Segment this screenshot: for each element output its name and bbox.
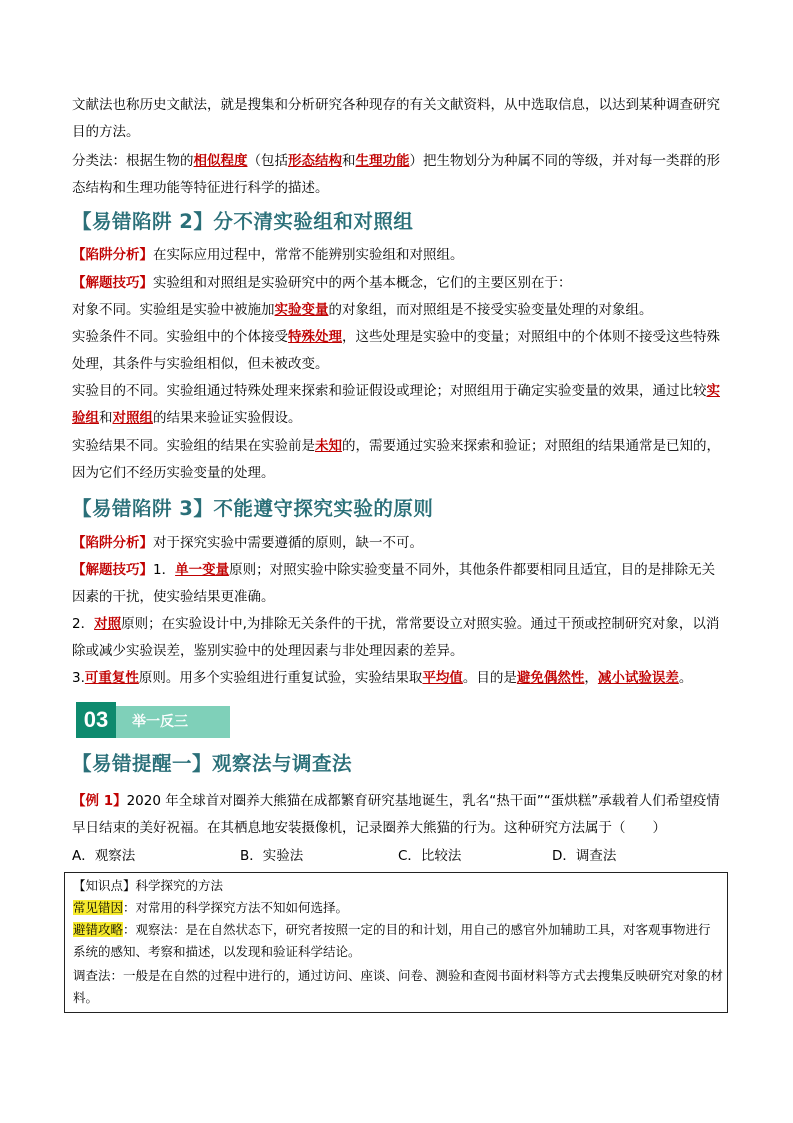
text: ，这些处理是实验中的变量；对照组中的个体则不接受这些特殊处理，其条件与实验组相似，但未被改变。 xyxy=(72,329,720,372)
text: 实验组和对照组是实验研究中的两个基本概念，它们的主要区别在于： xyxy=(153,275,572,291)
trap2-result-difference xyxy=(72,433,722,487)
common-mistake xyxy=(73,897,723,919)
text: 2020 年全球首对圈养大熊猫在成都繁育研究基地诞生，乳名“热干面”“蛋烘糕”承载着人们希望疫情早日结束的美好祝福。在其栖息地安装摄像机，记录圈养大熊猫的行为。这种研究方法属于（ ） xyxy=(72,793,720,836)
text: 实验目的不同。实验组通过特殊处理来探索和验证假设或理论；对照组用于确定实验变量的效果，通过比较 xyxy=(72,383,707,399)
text: 的结果来验证实验假设。 xyxy=(153,410,302,426)
key-term: 生理功能 xyxy=(355,153,410,169)
example-tag: 【例 1】 xyxy=(72,793,127,809)
text: 和 xyxy=(342,153,356,169)
text: 对于探究实验中需要遵循的原则，缺一不可。 xyxy=(153,535,423,551)
text: 2． xyxy=(72,616,95,632)
key-term: 形态结构 xyxy=(288,153,342,169)
trap3-analysis xyxy=(72,530,722,557)
option-b[interactable]: B．实验法 xyxy=(240,848,304,864)
text: 实验条件不同。实验组中的个体接受 xyxy=(72,329,288,345)
option-c[interactable]: C．比较法 xyxy=(398,848,462,864)
avoid-strategy xyxy=(73,919,723,963)
analysis-tag: 【陷阱分析】 xyxy=(72,247,153,263)
text: ：对常用的科学探究方法不知如何选择。 xyxy=(123,900,349,915)
trap3-tip-3 xyxy=(72,665,722,692)
section-title: 举一反三 xyxy=(132,714,188,730)
survey-method: 调查法：一般是在自然的过程中进行的，通过访问、座谈、问卷、测验和查阅书面材料等方式去搜集反映研究对象的材料。 xyxy=(73,968,724,1005)
trap2-object-difference xyxy=(72,297,722,324)
text: 1． xyxy=(153,562,176,578)
text: ， xyxy=(584,670,598,686)
text: 3. xyxy=(72,670,85,686)
text: 的，需要通过实验来探索和验证；对照组的结果通常是已知的，因为它们不经历实验变量的处理。 xyxy=(72,438,720,481)
key-term: 实验变量 xyxy=(274,302,329,318)
key-term: 减小试验误差 xyxy=(597,670,679,686)
text: 对象不同。实验组是实验中被施加 xyxy=(72,302,275,318)
text: 。目的是 xyxy=(462,670,517,686)
key-term: 单一变量 xyxy=(175,562,230,578)
key-term: 避免偶然性 xyxy=(516,670,585,686)
key-term: 平均值 xyxy=(422,670,463,686)
trap2-analysis xyxy=(72,242,722,269)
section-number: 03 xyxy=(76,702,116,738)
key-term: 实验组 xyxy=(72,383,720,426)
tips-tag: 【解题技巧】 xyxy=(72,275,153,291)
paragraph-classification-method xyxy=(72,148,722,202)
text: ：观察法：是在自然状态下，研究者按照一定的目的和计划，用自己的感官外加辅助工具，对客观事物进行系统的感知、考察和描述，以发现和验证科学结论。 xyxy=(73,922,711,959)
text: 的对象组，而对照组是不接受实验变量处理的对象组。 xyxy=(328,302,653,318)
trap3-tip-2 xyxy=(72,611,722,665)
key-term: 未知 xyxy=(315,438,342,454)
highlight-label: 常见错因 xyxy=(73,900,124,915)
analysis-tag: 【陷阱分析】 xyxy=(72,535,153,551)
text: 。 xyxy=(678,670,693,686)
key-term: 可重复性 xyxy=(84,670,139,686)
text: 实验结果不同。实验组的结果在实验前是 xyxy=(72,438,315,454)
text: 在实际应用过程中，常常不能辨别实验组和对照组。 xyxy=(153,247,464,263)
option-a[interactable]: A．观察法 xyxy=(72,848,136,864)
text: （包括 xyxy=(247,153,288,169)
knowledge-title: 【知识点】科学探究的方法 xyxy=(73,878,224,893)
text: 原则。用多个实验组进行重复试验，实验结果取 xyxy=(138,670,423,686)
trap3-heading: 【易错陷阱 3】不能遵守探究实验的原则 xyxy=(72,497,434,520)
trap2-purpose-difference xyxy=(72,378,722,432)
text: 原则；在实验设计中,为排除无关条件的干扰，常常要设立对照实验。通过干预或控制研究对象，以消除或减少实验误差，鉴别实验中的处理因素与非处理因素的差异。 xyxy=(72,616,720,659)
trap3-tip-1 xyxy=(72,557,722,611)
text: 原则；对照实验中除实验变量不同外，其他条件都要相同且适宜，目的是排除无关因素的干扰，使实验结果更准确。 xyxy=(72,562,716,605)
option-d[interactable]: D．调查法 xyxy=(552,848,617,864)
key-term: 特殊处理 xyxy=(288,329,342,345)
trap2-heading: 【易错陷阱 2】分不清实验组和对照组 xyxy=(72,210,414,233)
text: 和 xyxy=(99,410,113,426)
trap2-tips xyxy=(72,270,722,297)
paragraph-literature-method: 文献法也称历史文献法，就是搜集和分析研究各种现存的有关文献资料，从中选取信息，以达到某种调查研究目的方法。 xyxy=(72,97,720,140)
key-term: 对照 xyxy=(94,616,122,632)
reminder1-heading: 【易错提醒一】观察法与调查法 xyxy=(72,752,353,775)
knowledge-box xyxy=(64,872,728,1013)
trap2-condition-difference xyxy=(72,324,722,378)
key-term: 相似程度 xyxy=(193,153,248,169)
key-term: 对照组 xyxy=(112,410,153,426)
text: 分类法：根据生物的 xyxy=(72,153,194,169)
text: ）把生物划分为种属不同的等级，并对每一类群的形态结构和生理功能等特征进行科学的描述。 xyxy=(72,153,720,196)
highlight-label: 避错攻略 xyxy=(73,922,124,937)
example-question xyxy=(72,788,722,842)
tips-tag: 【解题技巧】 xyxy=(72,562,153,578)
